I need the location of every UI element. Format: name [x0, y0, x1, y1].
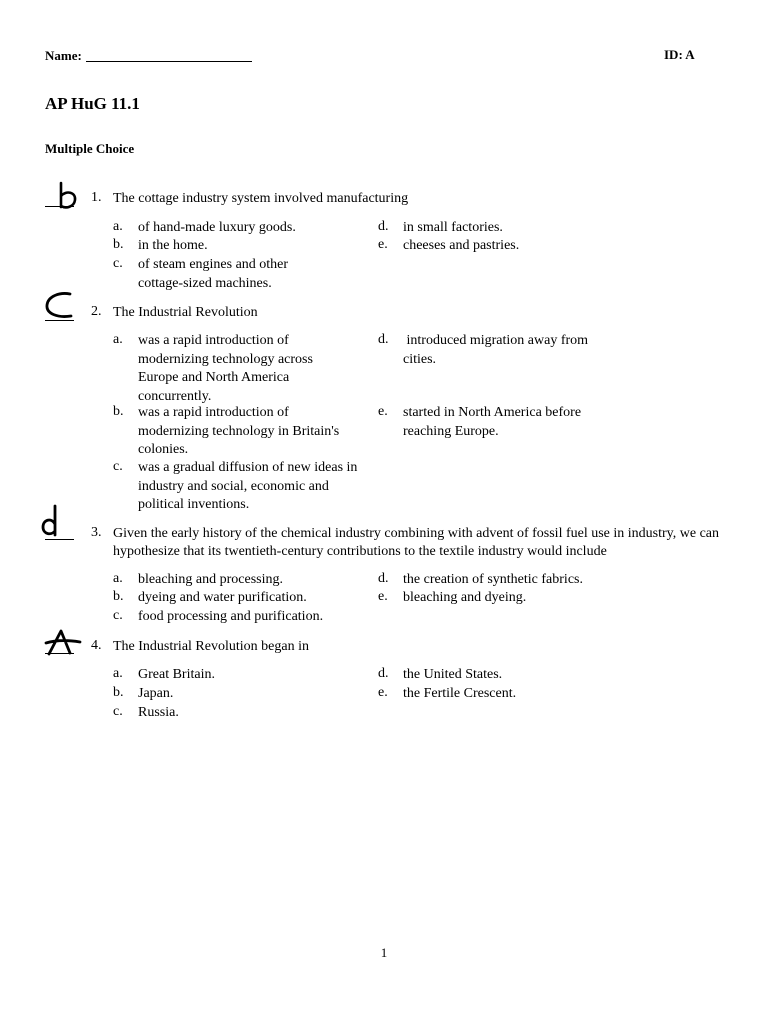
option-letter: e. — [378, 685, 388, 700]
option-letter: c. — [113, 459, 123, 474]
section-heading: Multiple Choice — [45, 141, 135, 156]
option-text: was a rapid introduction of modernizing technology across Europe and North America concurrently. — [138, 333, 313, 404]
question-number: 2. — [91, 304, 102, 319]
answer-line — [45, 320, 74, 321]
option-letter: d. — [378, 332, 389, 347]
option-letter: d. — [378, 571, 389, 586]
name-label: Name: — [45, 48, 82, 63]
option-text: in the home. — [138, 238, 208, 253]
name-field — [45, 47, 252, 64]
option-letter: a. — [113, 666, 123, 681]
question-stem: The Industrial Revolution — [113, 305, 258, 320]
name-blank-line — [86, 47, 252, 62]
option-text: Great Britain. — [138, 667, 215, 682]
question-stem: Given the early history of the chemical industry combining with advent of fossil fuel use in industry, we can hypothesize that its twentieth-century contributions to the textile industry would include — [113, 526, 720, 559]
handwritten-answer-d — [40, 504, 74, 538]
option-letter: d. — [378, 666, 389, 681]
option-text: introduced migration away from cities. — [403, 333, 592, 367]
option-text: was a gradual diffusion of new ideas in industry and social, economic and political inventions. — [138, 460, 358, 512]
option-letter: a. — [113, 219, 123, 234]
option-letter: e. — [378, 404, 388, 419]
page-title: AP HuG 11.1 — [45, 94, 140, 113]
answer-line — [45, 653, 74, 654]
option-letter: b. — [113, 685, 124, 700]
option-text: the United States. — [403, 667, 503, 682]
option-text: Russia. — [138, 705, 179, 720]
answer-line — [45, 206, 74, 207]
option-text: of hand-made luxury goods. — [138, 220, 296, 235]
option-letter: a. — [113, 571, 123, 586]
option-text: of steam engines and other cottage-sized machines. — [138, 257, 289, 291]
option-text: bleaching and dyeing. — [403, 590, 527, 605]
handwritten-answer-b — [44, 182, 78, 212]
option-letter: c. — [113, 256, 123, 271]
option-text: the Fertile Crescent. — [403, 686, 517, 701]
question-stem: The cottage industry system involved manufacturing — [113, 191, 409, 206]
option-text: food processing and purification. — [138, 609, 324, 624]
handwritten-answer-c — [42, 290, 76, 322]
option-letter: b. — [113, 237, 124, 252]
option-letter: c. — [113, 608, 123, 623]
option-text: started in North America before reaching Europe. — [403, 405, 582, 439]
question-number: 3. — [91, 525, 102, 540]
option-letter: b. — [113, 404, 124, 419]
question-stem: The Industrial Revolution began in — [113, 639, 309, 654]
question-number: 4. — [91, 638, 102, 653]
question-number: 1. — [91, 190, 102, 205]
option-text: bleaching and processing. — [138, 572, 284, 587]
option-text: in small factories. — [403, 220, 503, 235]
option-text: dyeing and water purification. — [138, 590, 307, 605]
id-label: ID: A — [664, 47, 695, 62]
option-text: Japan. — [138, 686, 174, 701]
option-text: was a rapid introduction of modernizing technology in Britain's colonies. — [138, 405, 340, 457]
option-letter: c. — [113, 704, 123, 719]
option-letter: d. — [378, 219, 389, 234]
option-letter: e. — [378, 237, 388, 252]
option-text: the creation of synthetic fabrics. — [403, 572, 583, 587]
option-text: cheeses and pastries. — [403, 238, 520, 253]
option-letter: b. — [113, 589, 124, 604]
answer-line — [45, 539, 74, 540]
page-number: 1 — [380, 945, 388, 960]
option-letter: e. — [378, 589, 388, 604]
option-letter: a. — [113, 332, 123, 347]
